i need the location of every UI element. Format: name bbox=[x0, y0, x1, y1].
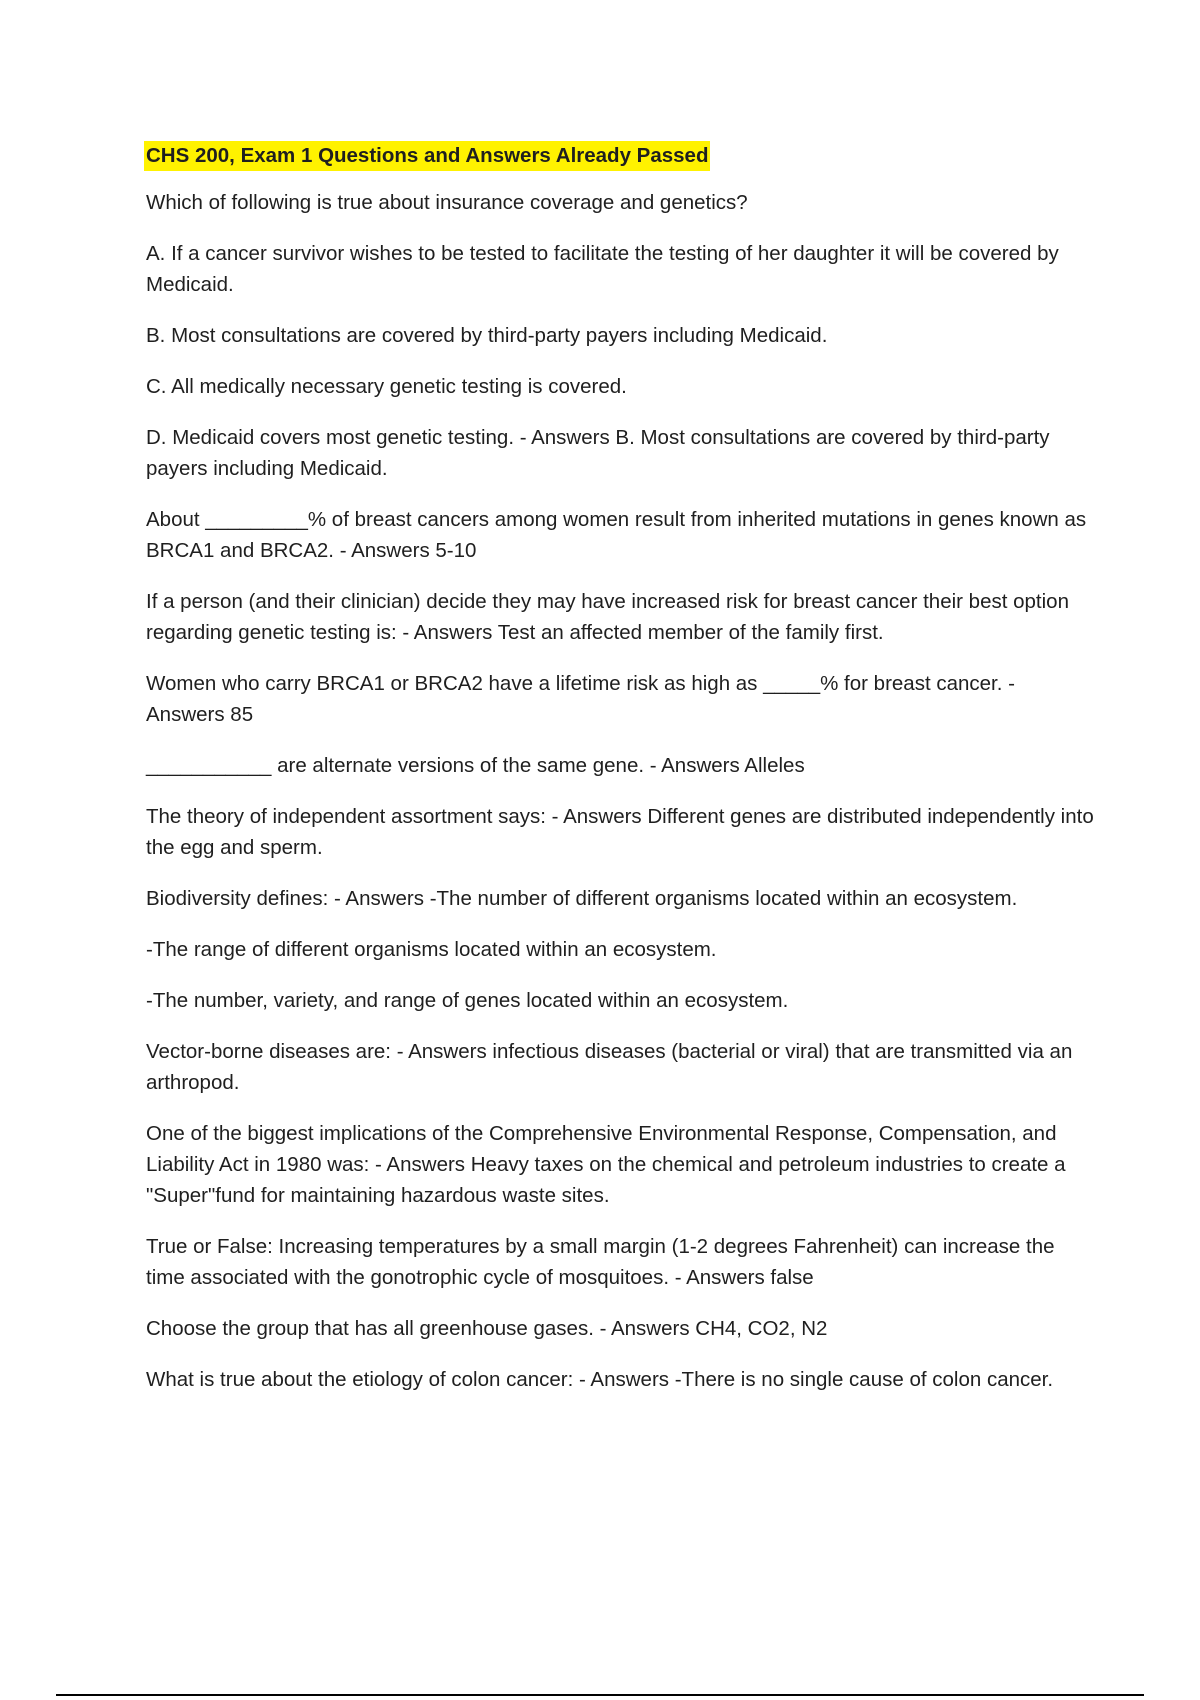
question-answer-paragraph: Vector-borne diseases are: - Answers infectious diseases (bacterial or viral) that are transmitted via an arthropod. bbox=[146, 1040, 1079, 1094]
document-title: CHS 200, Exam 1 Questions and Answers Already Passed bbox=[144, 141, 710, 171]
option-paragraph: B. Most consultations are covered by third-party payers including Medicaid. bbox=[146, 324, 828, 347]
question-answer-paragraph: The theory of independent assortment says: - Answers Different genes are distributed independently into the egg and sperm. bbox=[146, 805, 1100, 859]
question-answer-paragraph: Biodiversity defines: - Answers -The number of different organisms located within an ecosystem. bbox=[146, 887, 1018, 910]
document-body bbox=[146, 140, 1100, 1415]
question-answer-paragraph: True or False: Increasing temperatures by a small margin (1-2 degrees Fahrenheit) can increase the time associated with the gonotrophic cycle of mosquitoes. - Answers false bbox=[146, 1235, 1061, 1289]
page-bottom-rule bbox=[56, 1694, 1144, 1696]
question-answer-paragraph: If a person (and their clinician) decide they may have increased risk for breast cancer their best option regarding genetic testing is: - Answers Test an affected member of the family first. bbox=[146, 590, 1075, 644]
option-paragraph: A. If a cancer survivor wishes to be tested to facilitate the testing of her daughter it will be covered by Medicaid. bbox=[146, 242, 1065, 296]
answer-continuation-paragraph: -The number, variety, and range of genes located within an ecosystem. bbox=[146, 989, 789, 1012]
question-answer-paragraph: Choose the group that has all greenhouse gases. - Answers CH4, CO2, N2 bbox=[146, 1317, 828, 1340]
question-answer-paragraph: About _________% of breast cancers among women result from inherited mutations in genes known as BRCA1 and BRCA2. - Answers 5-10 bbox=[146, 508, 1092, 562]
question-answer-paragraph: What is true about the etiology of colon cancer: - Answers -There is no single cause of colon cancer. bbox=[146, 1368, 1054, 1391]
answer-continuation-paragraph: -The range of different organisms located within an ecosystem. bbox=[146, 938, 717, 961]
question-paragraph: Which of following is true about insurance coverage and genetics? bbox=[146, 191, 748, 214]
option-paragraph: C. All medically necessary genetic testing is covered. bbox=[146, 375, 627, 398]
question-answer-paragraph: One of the biggest implications of the Comprehensive Environmental Response, Compensation, and Liability Act in 1980 was: - Answers Heavy taxes on the chemical and petroleum industries to create a "Super"fund for maintaining hazardous waste sites. bbox=[146, 1122, 1072, 1207]
question-answer-paragraph: Women who carry BRCA1 or BRCA2 have a lifetime risk as high as _____% for breast cancer. - Answers 85 bbox=[146, 672, 1020, 726]
question-answer-paragraph: ___________ are alternate versions of the same gene. - Answers Alleles bbox=[146, 754, 805, 777]
option-answer-paragraph: D. Medicaid covers most genetic testing. - Answers B. Most consultations are covered by third-party payers including Medicaid. bbox=[146, 426, 1056, 480]
